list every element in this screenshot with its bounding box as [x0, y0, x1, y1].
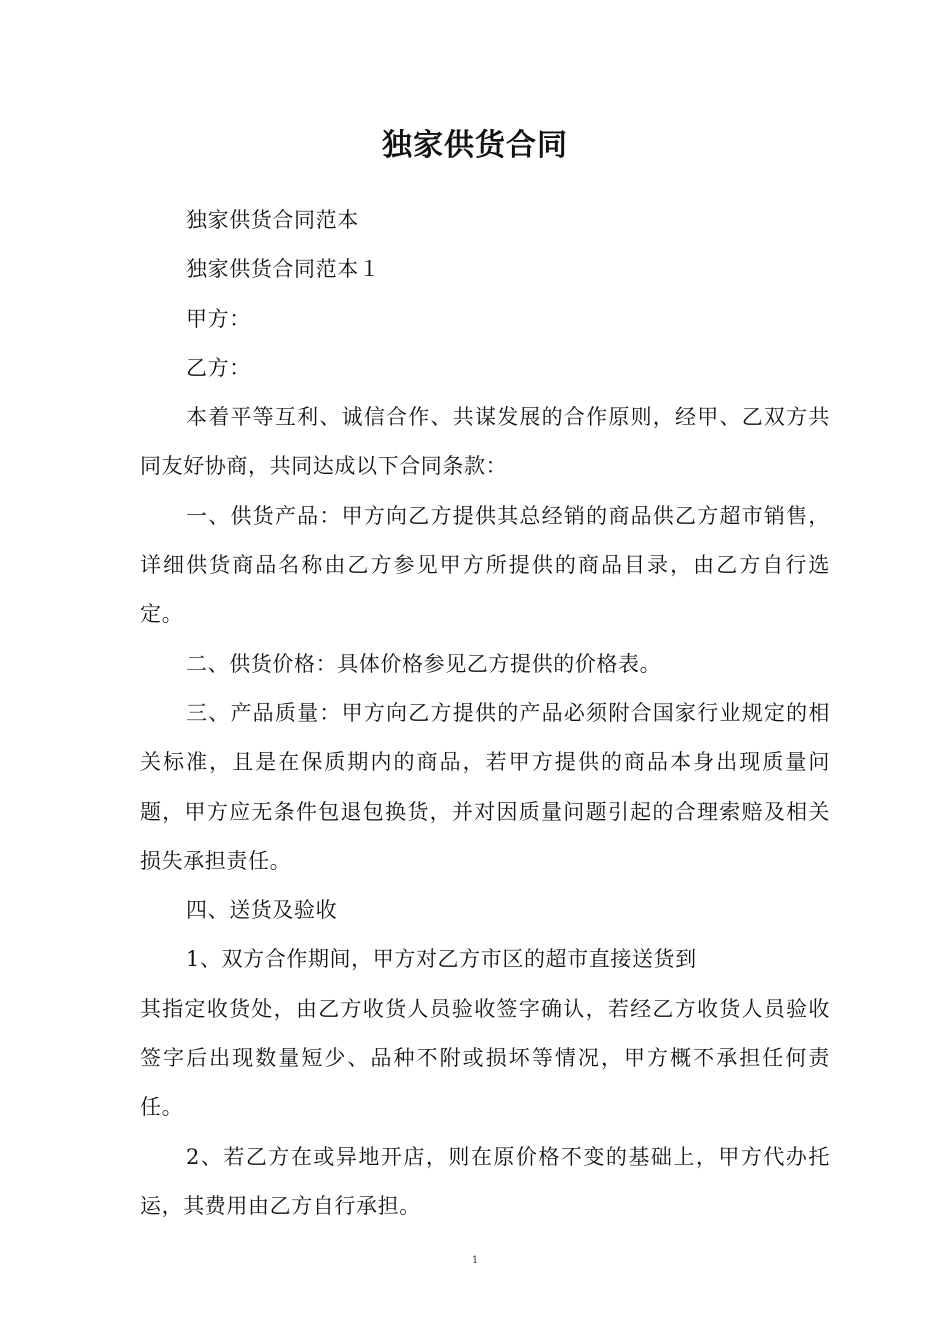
paragraph: 一、供货产品：甲方向乙方提供其总经销的商品供乙方超市销售，详细供货商品名称由乙方参见甲方所提供的商品目录，由乙方自行选定。 [140, 503, 830, 627]
paragraph: 本着平等互利、诚信合作、共谋发展的合作原则，经甲、乙双方共同友好协商，共同达成以下合同条款： [140, 405, 830, 479]
page-number: 1 [471, 1255, 479, 1266]
paragraph: 四、送货及验收 [186, 898, 338, 923]
paragraph: 独家供货合同范本 [186, 208, 359, 232]
document-body [140, 196, 830, 1231]
paragraph: 乙方： [186, 355, 251, 380]
paragraph: 其指定收货处，由乙方收货人员验收签字确认，若经乙方收货人员验收签字后出现数量短少、品种不附或损坏等情况，甲方概不承担任何责任。 [140, 996, 830, 1120]
paragraph: 2、若乙方在或异地开店，则在原价格不变的基础上，甲方代办托运，其费用由乙方自行承担。 [140, 1144, 830, 1218]
paragraph: 二、供货价格：具体价格参见乙方提供的价格表。 [186, 651, 662, 676]
paragraph: 三、产品质量：甲方向乙方提供的产品必须附合国家行业规定的相关标准，且是在保质期内的商品，若甲方提供的商品本身出现质量问题，甲方应无条件包退包换货，并对因质量问题引起的合理索赔及相关损失承担责任。 [140, 700, 830, 873]
document-title: 独家供货合同 [382, 128, 568, 163]
paragraph: 甲方： [186, 306, 251, 331]
paragraph: 独家供货合同范本１ [186, 257, 381, 282]
paragraph: 1、双方合作期间，甲方对乙方市区的超市直接送货到 [186, 947, 697, 972]
